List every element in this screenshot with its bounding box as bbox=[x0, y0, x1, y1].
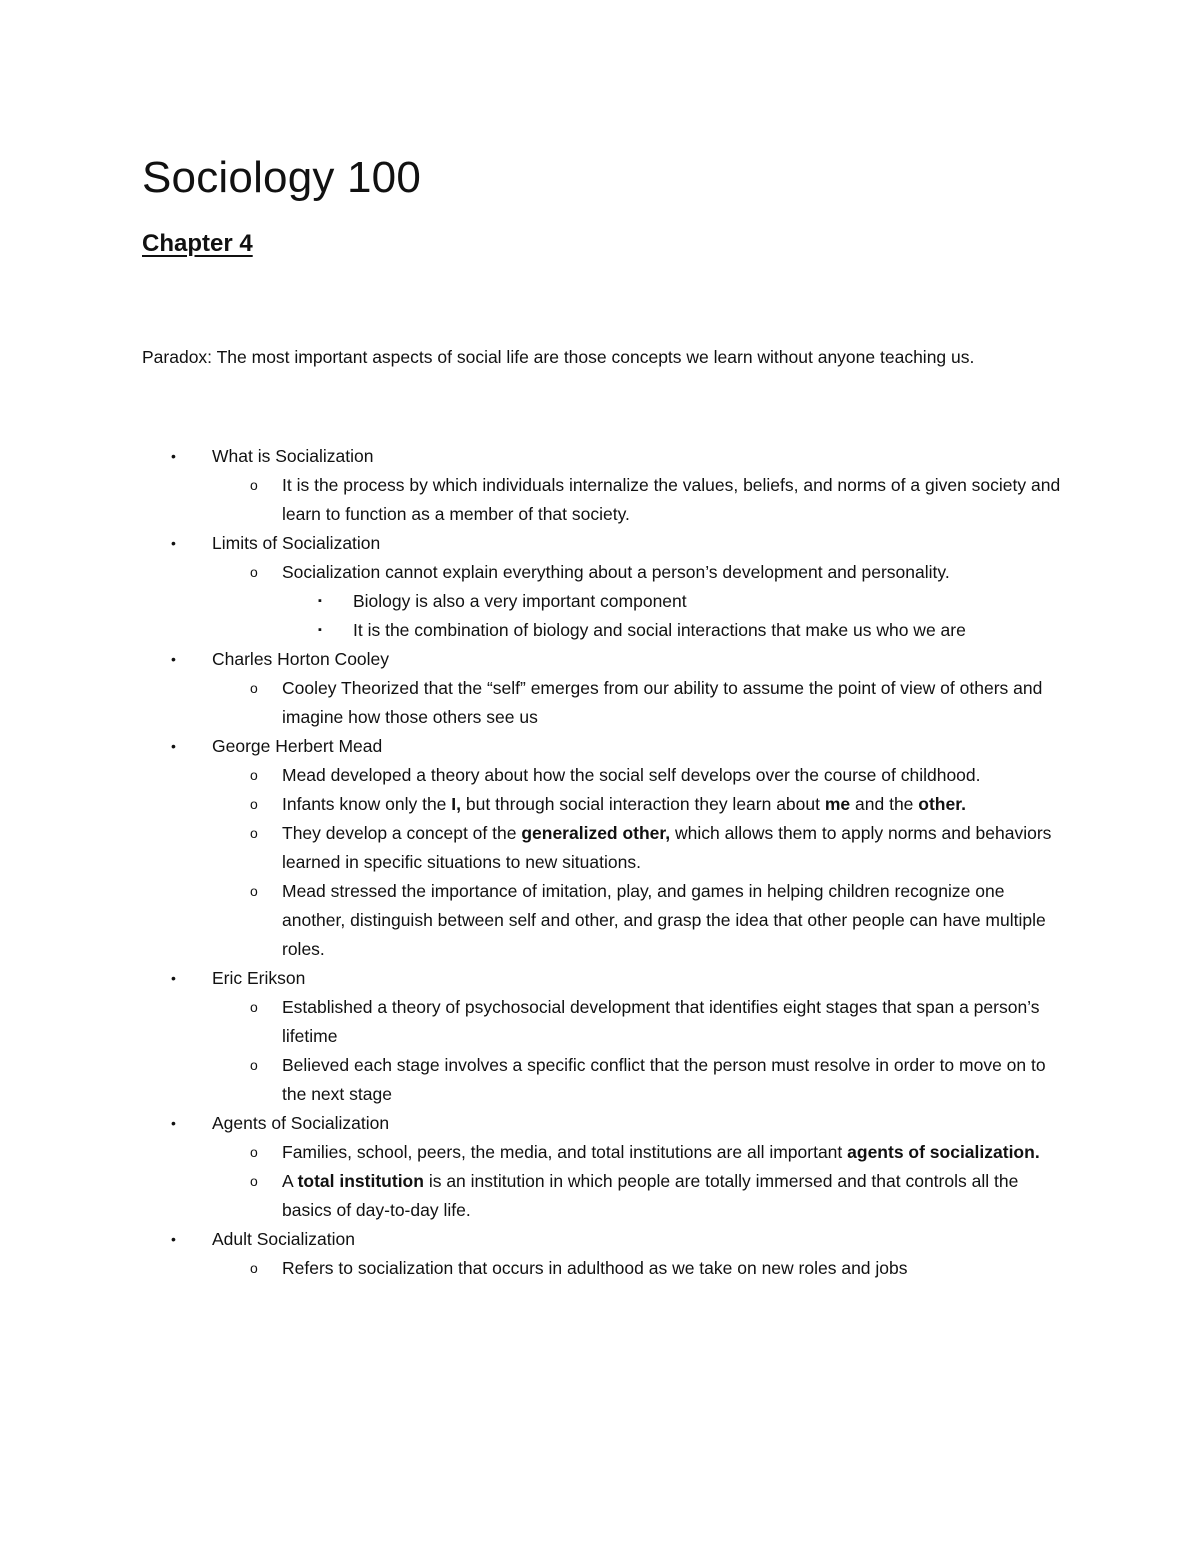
bullet-circle-icon: o bbox=[250, 767, 258, 783]
bullet-circle-icon: o bbox=[250, 796, 258, 812]
outline-item-level-1 bbox=[142, 529, 1062, 558]
outline-item-level-2 bbox=[142, 761, 1062, 790]
notes-outline bbox=[142, 442, 1062, 1283]
outline-item-level-1 bbox=[142, 732, 1062, 761]
bullet-circle-icon: o bbox=[250, 564, 258, 580]
outline-item-text bbox=[212, 529, 1062, 558]
outline-item-text bbox=[282, 1167, 1062, 1225]
text-segment: Infants know only the bbox=[282, 794, 452, 814]
text-segment: Cooley Theorized that the “self” emerges from our ability to assume the point of view of others and imagine how those others see us bbox=[282, 678, 1043, 727]
text-segment: It is the combination of biology and social interactions that make us who we are bbox=[353, 620, 966, 640]
text-segment: Established a theory of psychosocial development that identifies eight stages that span a person’s lifetime bbox=[282, 997, 1040, 1046]
outline-item-text bbox=[282, 1051, 1062, 1109]
bullet-dot-icon: • bbox=[171, 535, 176, 551]
text-segment: Eric Erikson bbox=[212, 968, 306, 988]
document-title: Sociology 100 bbox=[142, 153, 422, 202]
bullet-square-icon: ▪ bbox=[318, 595, 322, 607]
bullet-circle-icon: o bbox=[250, 680, 258, 696]
outline-item-level-2 bbox=[142, 674, 1062, 732]
outline-item-level-2 bbox=[142, 1051, 1062, 1109]
text-segment: George Herbert Mead bbox=[212, 736, 383, 756]
outline-item-level-2 bbox=[142, 819, 1062, 877]
text-segment: which allows them to apply norms and behaviors learned in specific situations to new situations. bbox=[282, 823, 1052, 872]
bullet-square-icon: ▪ bbox=[318, 624, 322, 636]
outline-item-text bbox=[353, 587, 1062, 616]
bullet-circle-icon: o bbox=[250, 825, 258, 841]
bullet-dot-icon: • bbox=[171, 1231, 176, 1247]
text-segment: Limits of Socialization bbox=[212, 533, 381, 553]
text-segment: Adult Socialization bbox=[212, 1229, 355, 1249]
text-segment: Biology is also a very important component bbox=[353, 591, 687, 611]
outline-item-level-2 bbox=[142, 993, 1062, 1051]
bullet-circle-icon: o bbox=[250, 1173, 258, 1189]
text-segment: Families, school, peers, the media, and total institutions are all important bbox=[282, 1142, 848, 1162]
outline-item-level-1 bbox=[142, 442, 1062, 471]
bold-term: agents of socialization. bbox=[847, 1142, 1040, 1162]
outline-item-text bbox=[212, 732, 1062, 761]
bullet-dot-icon: • bbox=[171, 970, 176, 986]
outline-item-text bbox=[282, 1138, 1062, 1167]
text-segment: Mead developed a theory about how the social self develops over the course of childhood. bbox=[282, 765, 981, 785]
bold-term: generalized other, bbox=[521, 823, 671, 843]
outline-item-level-2 bbox=[142, 558, 1062, 587]
outline-item-level-2 bbox=[142, 790, 1062, 819]
bullet-circle-icon: o bbox=[250, 1057, 258, 1073]
outline-item-text bbox=[212, 1225, 1062, 1254]
bullet-dot-icon: • bbox=[171, 651, 176, 667]
intro-paragraph bbox=[142, 343, 1062, 372]
bullet-circle-icon: o bbox=[250, 883, 258, 899]
text-segment: They develop a concept of the bbox=[282, 823, 522, 843]
bullet-circle-icon: o bbox=[250, 477, 258, 493]
text-segment: Believed each stage involves a specific conflict that the person must resolve in order to move on to the next stage bbox=[282, 1055, 1046, 1104]
outline-item-level-3 bbox=[142, 616, 1062, 645]
text-segment: but through social interaction they learn about bbox=[461, 794, 825, 814]
bullet-circle-icon: o bbox=[250, 1260, 258, 1276]
outline-item-level-2 bbox=[142, 877, 1062, 964]
text-segment: It is the process by which individuals internalize the values, beliefs, and norms of a given society and learn to function as a member of that society. bbox=[282, 475, 1061, 524]
outline-item-text bbox=[212, 964, 1062, 993]
bold-term: me bbox=[824, 794, 851, 814]
outline-item-text bbox=[282, 993, 1062, 1051]
outline-item-text bbox=[212, 442, 1062, 471]
bullet-circle-icon: o bbox=[250, 1144, 258, 1160]
outline-item-text bbox=[282, 877, 1062, 964]
text-segment: Mead stressed the importance of imitation, play, and games in helping children recognize one another, distinguish between self and other, and grasp the idea that other people can have multiple roles. bbox=[282, 881, 1046, 959]
outline-item-level-1 bbox=[142, 645, 1062, 674]
bullet-circle-icon: o bbox=[250, 999, 258, 1015]
text-segment: A bbox=[282, 1171, 298, 1191]
outline-item-text bbox=[282, 1254, 1062, 1283]
outline-item-text bbox=[282, 790, 1062, 819]
outline-item-text bbox=[212, 645, 1062, 674]
outline-item-text bbox=[282, 819, 1062, 877]
text-segment: Agents of Socialization bbox=[212, 1113, 390, 1133]
outline-item-text bbox=[353, 616, 1062, 645]
bullet-dot-icon: • bbox=[171, 448, 176, 464]
bold-term: I, bbox=[451, 794, 462, 814]
text-segment: What is Socialization bbox=[212, 446, 374, 466]
outline-item-level-2 bbox=[142, 471, 1062, 529]
text-segment: and the bbox=[850, 794, 919, 814]
outline-item-level-1 bbox=[142, 1225, 1062, 1254]
text-segment: Refers to socialization that occurs in adulthood as we take on new roles and jobs bbox=[282, 1258, 908, 1278]
outline-item-level-1 bbox=[142, 964, 1062, 993]
outline-item-text bbox=[212, 1109, 1062, 1138]
text-segment: is an institution in which people are totally immersed and that controls all the basics of day-to-day life. bbox=[282, 1171, 1019, 1220]
intro-label: Paradox: bbox=[142, 346, 213, 367]
bold-term: other. bbox=[918, 794, 966, 814]
outline-item-text bbox=[282, 558, 1062, 587]
text-segment: Socialization cannot explain everything about a person’s development and personality. bbox=[282, 562, 950, 582]
text-segment: Charles Horton Cooley bbox=[212, 649, 390, 669]
outline-item-level-3 bbox=[142, 587, 1062, 616]
outline-item-text bbox=[282, 471, 1062, 529]
outline-item-level-2 bbox=[142, 1167, 1062, 1225]
chapter-heading: Chapter 4 bbox=[142, 230, 253, 257]
outline-item-level-2 bbox=[142, 1138, 1062, 1167]
outline-item-level-2 bbox=[142, 1254, 1062, 1283]
outline-item-level-1 bbox=[142, 1109, 1062, 1138]
bullet-dot-icon: • bbox=[171, 1115, 176, 1131]
bullet-dot-icon: • bbox=[171, 738, 176, 754]
outline-item-text bbox=[282, 761, 1062, 790]
intro-text: The most important aspects of social life are those concepts we learn without anyone teaching us. bbox=[212, 346, 975, 367]
outline-item-text bbox=[282, 674, 1062, 732]
bold-term: total institution bbox=[297, 1171, 424, 1191]
